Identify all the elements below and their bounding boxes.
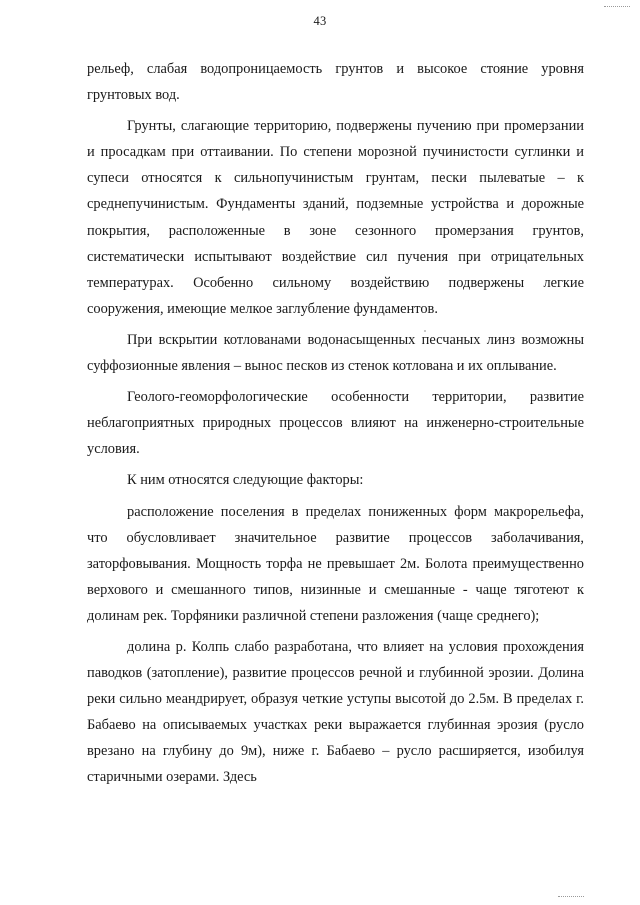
paragraph-1: рельеф, слабая водопроницаемость грунтов и высокое стояние уровня грунтовых вод. (87, 61, 584, 104)
paragraph-7: долина р. Колпь слабо разработана, что влияет на условия прохождения паводков (затопление), развитие процессов речной и глубинной эрозии. Долина реки сильно меандрирует, образуя четкие уступы высотой до 2.5м. В пределах г. Бабаево на описываемых участках реки выражается глубинная эрозия (русло врезано на глубину до 9м), ниже г. Бабаево – русло расширяется, изобилуя старичными озерами. Здесь (87, 638, 584, 786)
scan-speck (424, 330, 426, 332)
paragraph-4: Геолого-геоморфологические особенности территории, развитие неблагоприятных природных процессов влияют на инженерно-строительные условия. (87, 389, 584, 458)
paragraph-2: Грунты, слагающие территорию, подвержены пучению при промерзании и просадкам при оттаивании. По степени морозной пучинистости суглинки и супеси относятся к сильнопучинистым грунтам, пески пылеватые – к среднепучинистым. Фундаменты зданий, подземные устройства и дорожные покрытия, расположенные в зоне сезонного промерзания грунтов, систематически испытывают воздействие сил пучения при отрицательных температурах. Особенно сильному воздействию подвержены легкие сооружения, имеющие мелкое заглубление фундаментов. (87, 118, 584, 317)
page-number: 43 (313, 14, 327, 28)
paragraph-5: К ним относятся следующие факторы: (127, 472, 364, 489)
paragraph-6: расположение поселения в пределах пониженных форм макрорельефа, что обусловливает значительное развитие процессов заболачивания, заторфовывания. Мощность торфа не превышает 2м. Болота преимущественно верхового и смешанного типов, низинные и смешанные - чаще тяготеют к долинам рек. Торфяники различной степени разложения (чаще среднего); (87, 503, 584, 624)
scan-mark-bottom (558, 896, 584, 899)
paragraph-3: При вскрытии котлованами водонасыщенных песчаных линз возможны суффозионные явления – вынос песков из стенок котлована и их оплывание. (87, 331, 584, 375)
scan-mark-top (604, 6, 630, 9)
body-text (87, 56, 584, 791)
